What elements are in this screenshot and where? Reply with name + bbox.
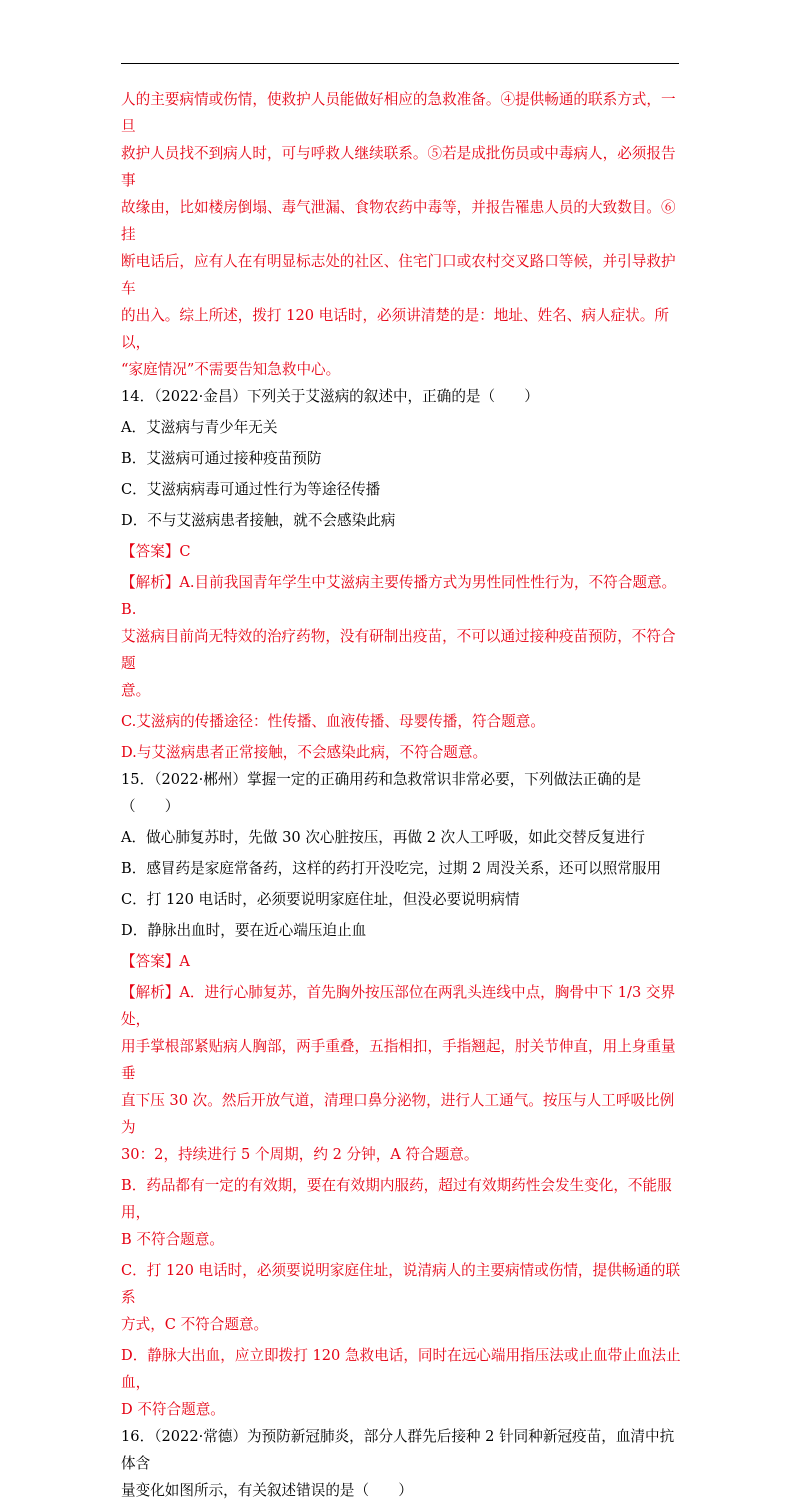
question-stem: 14．（2022·金昌）下列关于艾滋病的叙述中，正确的是（ ） xyxy=(121,388,539,405)
option-d: D．静脉出血时，要在近心端压迫止血 xyxy=(121,922,367,939)
text-line: 断电话后，应有人在有明显标志处的社区、住宅门口或农村交叉路口等候，并引导救护车 xyxy=(121,253,676,297)
answer-value: C xyxy=(179,543,191,560)
question-16 xyxy=(121,1423,681,1504)
previous-explanation xyxy=(121,86,681,383)
question-stem: 量变化如图所示，有关叙述错误的是（ ） xyxy=(121,1482,413,1499)
option-a: A．做心肺复苏时，先做 30 次心脏按压，再做 2 次人工呼吸，如此交替反复进行 xyxy=(121,829,645,846)
analysis xyxy=(121,569,681,766)
option-b: B．感冒药是家庭常备药，这样的药打开没吃完，过期 2 周没关系，还可以照常服用 xyxy=(121,860,662,877)
text-line: 的出入。综上所述，拨打 120 电话时，必须讲清楚的是：地址、姓名、病人症状。所以， xyxy=(121,307,669,351)
header-rule xyxy=(121,63,679,64)
analysis-line: 艾滋病目前尚无特效的治疗药物，没有研制出疫苗，不可以通过接种疫苗预防，不符合题 xyxy=(121,628,676,672)
analysis-line: 【解析】A．进行心肺复苏，首先胸外按压部位在两乳头连线中点，胸骨中下 1/3 交界处， xyxy=(121,984,676,1028)
analysis-line: 直下压 30 次。然后开放气道，清理口鼻分泌物，进行人工通气。按压与人工呼吸比例为 xyxy=(121,1092,675,1136)
analysis-line: 30：2，持续进行 5 个周期，约 2 分钟，A 符合题意。 xyxy=(121,1146,479,1163)
text-line: 故缘由，比如楼房倒塌、毒气泄漏、食物农药中毒等，并报告罹患人员的大致数目。⑥挂 xyxy=(121,199,676,243)
option-b: B．艾滋病可通过接种疫苗预防 xyxy=(121,450,322,467)
question-14 xyxy=(121,383,681,766)
text-line: “家庭情况”不需要告知急救中心。 xyxy=(121,361,341,378)
analysis-line: B 不符合题意。 xyxy=(121,1231,224,1248)
answer-line xyxy=(121,538,681,565)
answer-value: A xyxy=(179,953,190,970)
text-line: 救护人员找不到病人时，可与呼救人继续联系。⑤若是成批伤员或中毒病人，必须报告事 xyxy=(121,145,676,189)
option-d: D．不与艾滋病患者接触，就不会感染此病 xyxy=(121,512,396,529)
analysis-line: C．打 120 电话时，必须要说明家庭住址，说清病人的主要病情或伤情，提供畅通的联系 xyxy=(121,1262,681,1306)
question-15 xyxy=(121,766,681,1423)
option-c: C．打 120 电话时，必须要说明家庭住址，但没必要说明病情 xyxy=(121,891,520,908)
question-stem: 16．（2022·常德）为预防新冠肺炎，部分人群先后接种 2 针同种新冠疫苗，血清中抗体含 xyxy=(121,1428,675,1472)
analysis-line: 意。 xyxy=(121,682,151,699)
text-line: 人的主要病情或伤情，使救护人员能做好相应的急救准备。④提供畅通的联系方式，一旦 xyxy=(121,91,676,135)
analysis-line: D．静脉大出血，应立即拨打 120 急救电话，同时在远心端用指压法或止血带止血法止血， xyxy=(121,1347,681,1391)
option-a: A．艾滋病与青少年无关 xyxy=(121,419,278,436)
analysis-line: 用手掌根部紧贴病人胸部，两手重叠，五指相扣，手指翘起，肘关节伸直，用上身重量垂 xyxy=(121,1038,676,1082)
analysis xyxy=(121,979,681,1423)
document-body xyxy=(121,86,681,1504)
analysis-line: 【解析】A.目前我国青年学生中艾滋病主要传播方式为男性同性性行为，不符合题意。B. xyxy=(121,574,677,618)
analysis-line: D 不符合题意。 xyxy=(121,1401,225,1418)
answer-line xyxy=(121,948,681,975)
analysis-line: D.与艾滋病患者正常接触，不会感染此病，不符合题意。 xyxy=(121,744,488,761)
analysis-line: B．药品都有一定的有效期，要在有效期内服药，超过有效期药性会发生变化，不能服用， xyxy=(121,1177,672,1221)
analysis-line: 方式，C 不符合题意。 xyxy=(121,1316,269,1333)
question-stem: 15．（2022·郴州）掌握一定的正确用药和急救常识非常必要，下列做法正确的是（ ） xyxy=(121,771,642,815)
analysis-line: C.艾滋病的传播途径：性传播、血液传播、母婴传播，符合题意。 xyxy=(121,713,545,730)
answer-label: 【答案】 xyxy=(121,953,180,970)
answer-label: 【答案】 xyxy=(121,543,180,560)
option-c: C．艾滋病病毒可通过性行为等途径传播 xyxy=(121,481,381,498)
